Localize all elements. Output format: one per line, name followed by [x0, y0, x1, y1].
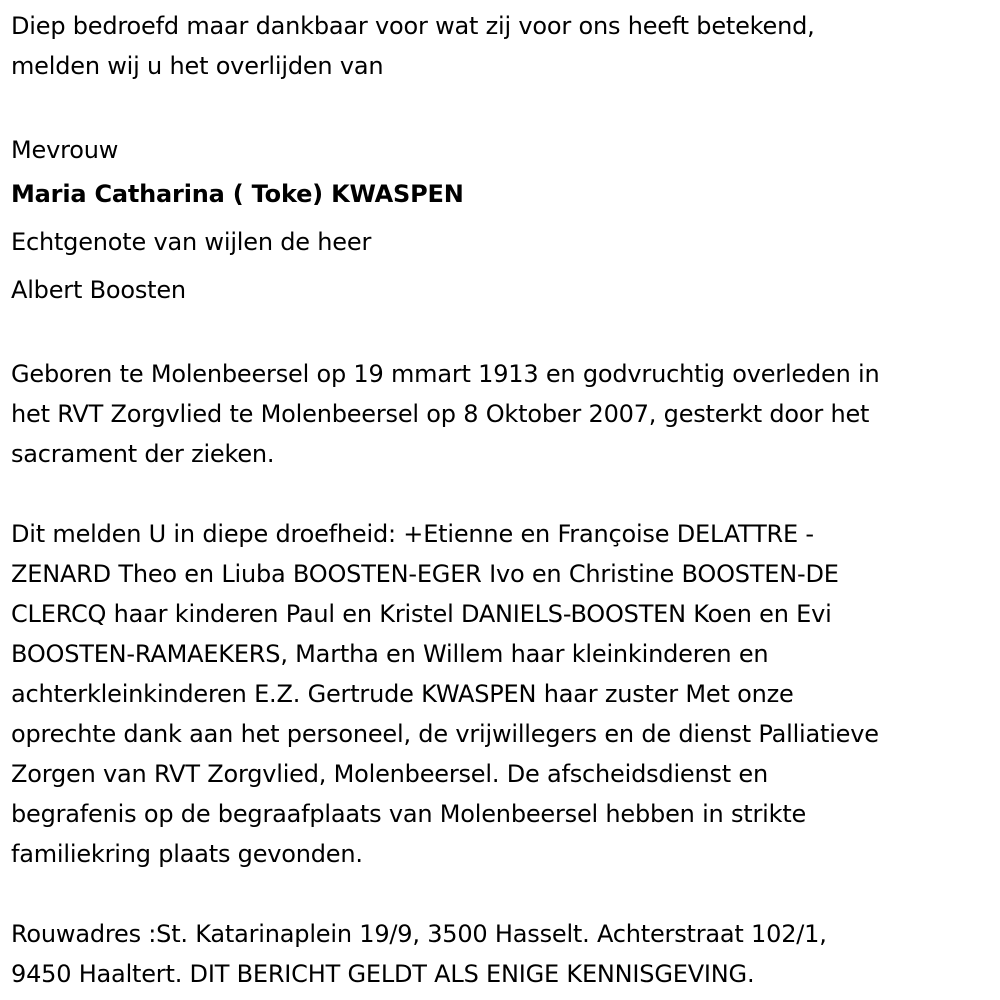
address-paragraph: Rouwadres :St. Katarinaplein 19/9, 3500 Hasselt. Achterstraat 102/1, 9450 Haaltert. DIT BERICHT GELDT ALS ENIGE KENNISGEVING.	[11, 920, 827, 988]
relation-line: Echtgenote van wijlen de heer	[11, 228, 372, 256]
spacer	[11, 314, 991, 354]
deceased-name: Maria Catharina ( Toke) KWASPEN	[11, 180, 464, 208]
birth-death-paragraph: Geboren te Molenbeersel op 19 mmart 1913 en godvruchtig overleden in het RVT Zorgvlied te Molenbeersel op 8 Oktober 2007, gesterkt door het sacrament der zieken.	[11, 360, 880, 468]
spacer	[11, 874, 991, 914]
salutation: Mevrouw	[11, 136, 119, 164]
spacer	[11, 86, 991, 126]
death-notice	[11, 6, 991, 994]
intro-paragraph: Diep bedroefd maar dankbaar voor wat zij voor ons heeft betekend, melden wij u het overlijden van	[11, 12, 815, 80]
deceased-block	[11, 130, 991, 314]
spacer	[11, 474, 991, 514]
family-paragraph: Dit melden U in diepe droefheid: +Etienne en Françoise DELATTRE - ZENARD Theo en Liuba BOOSTEN-EGER Ivo en Christine BOOSTEN-DE CLERCQ haar kinderen Paul en Kristel DANIELS-BOOSTEN Koen en Evi BOOSTEN-RAMAEKERS, Martha en Willem haar kleinkinderen en achterkleinkinderen E.Z. Gertrude KWASPEN haar zuster Met onze oprechte dank aan het personeel, de vrijwillegers en de dienst Palliatieve Zorgen van RVT Zorgvlied, Molenbeersel. De afscheidsdienst en begrafenis op de begraafplaats van Molenbeersel hebben in strikte familiekring plaats gevonden.	[11, 520, 879, 868]
spouse-name: Albert Boosten	[11, 276, 186, 304]
